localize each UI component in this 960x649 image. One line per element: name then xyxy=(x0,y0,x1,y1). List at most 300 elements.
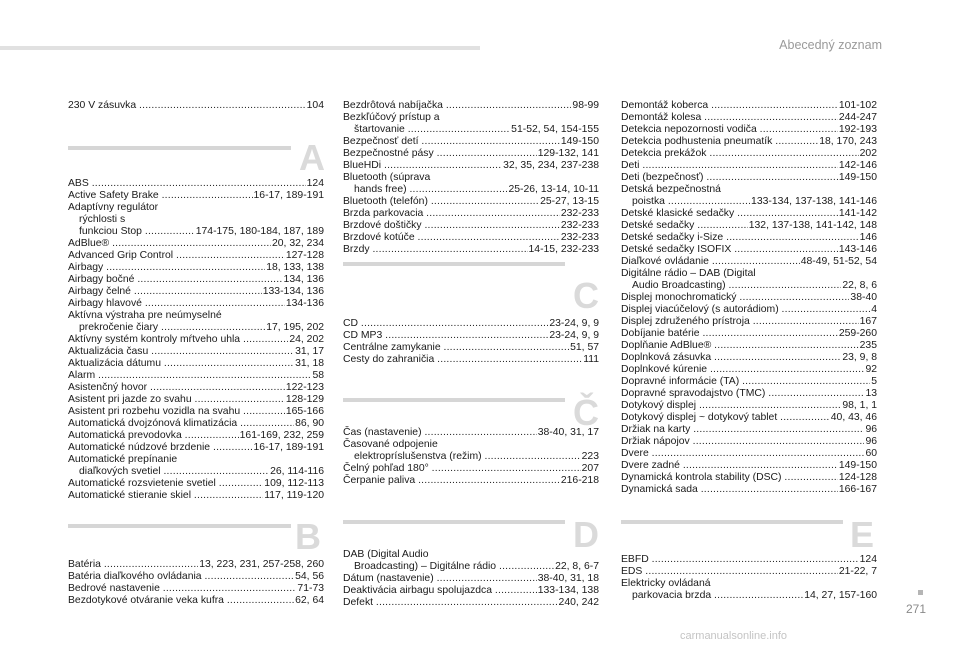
entry-pages[interactable]: 48-49, 51-52, 54 xyxy=(800,256,877,267)
entry-pages[interactable]: 98, 1, 1 xyxy=(842,400,877,411)
leader-dots xyxy=(176,250,285,262)
index-entry xyxy=(621,460,877,472)
entry-pages[interactable]: 23, 9, 8 xyxy=(842,352,877,363)
entry-term: Brzdové kotúče xyxy=(343,232,418,243)
entry-term: Deti (bezpečnosť) xyxy=(621,172,707,183)
leader-dots xyxy=(693,436,865,448)
index-entry xyxy=(343,561,599,573)
entry-term: Displej združeného prístroja xyxy=(621,316,753,327)
index-entry xyxy=(343,549,599,561)
leader-dots xyxy=(161,322,265,334)
leader-dots xyxy=(106,262,265,274)
leader-dots xyxy=(409,184,507,196)
index-entry xyxy=(68,226,324,238)
entry-term: Bezdrôtová nabíjačka xyxy=(343,100,446,111)
entry-term: Detekcia podhustenia pneumatík xyxy=(621,136,776,147)
index-entry xyxy=(68,298,324,310)
entry-pages[interactable]: 104 xyxy=(306,100,324,111)
entry-pages[interactable]: 166-167 xyxy=(838,484,877,495)
entry-pages[interactable]: 26, 114-116 xyxy=(270,466,324,477)
leader-dots xyxy=(711,100,838,112)
entry-term: Držiak nápojov xyxy=(621,436,693,447)
entry-term: Dvere zadné xyxy=(621,460,683,471)
entry-pages[interactable]: 143-146 xyxy=(838,244,877,255)
entry-term: Airbagy hlavové xyxy=(68,298,145,309)
leader-dots xyxy=(162,190,253,202)
entry-pages[interactable]: 51-52, 54, 154-155 xyxy=(511,124,599,135)
entry-term: diaľkových svetiel xyxy=(79,466,164,477)
leader-dots xyxy=(652,448,865,460)
entry-pages[interactable]: 16-17, 189-191 xyxy=(253,442,324,453)
entry-term: Detská bezpečnostná xyxy=(621,184,721,195)
index-entry xyxy=(68,214,324,226)
leader-dots xyxy=(150,382,285,394)
entry-pages[interactable]: 240, 242 xyxy=(558,597,599,608)
index-entry xyxy=(343,112,599,124)
leader-dots xyxy=(431,196,539,208)
leader-dots xyxy=(683,460,838,472)
entry-pages[interactable]: 22, 8, 6 xyxy=(842,280,877,291)
index-entry xyxy=(343,244,599,256)
entry-term: Čerpanie paliva xyxy=(343,475,419,486)
index-entry xyxy=(68,322,324,334)
index-entry xyxy=(621,400,877,412)
entry-pages[interactable]: 23-24, 9, 9 xyxy=(549,318,599,329)
index-entry xyxy=(68,583,324,595)
entry-term: Detekcia nepozornosti vodiča xyxy=(621,124,760,135)
letter-b: B xyxy=(295,516,321,557)
leader-dots xyxy=(194,490,263,502)
entry-pages[interactable]: 38-40 xyxy=(850,292,877,303)
entry-pages[interactable]: 111 xyxy=(583,354,599,365)
index-entry xyxy=(343,342,599,354)
entry-pages[interactable]: 17, 195, 202 xyxy=(266,322,324,333)
index-entry xyxy=(621,280,877,292)
entry-term: Bezpečnosť detí xyxy=(343,136,422,147)
entry-pages[interactable]: 58 xyxy=(312,370,324,381)
leader-dots xyxy=(134,286,262,298)
index-entry xyxy=(68,595,324,607)
entry-term: Asistent pri rozbehu vozidla na svahu xyxy=(68,406,244,417)
leader-dots xyxy=(424,220,559,232)
entry-term: Automatická prevodovka xyxy=(68,430,185,441)
entry-pages[interactable]: 22, 8, 6-7 xyxy=(555,561,599,572)
entry-pages[interactable]: 40, 43, 46 xyxy=(830,412,877,423)
index-entry xyxy=(621,292,877,304)
entry-pages[interactable]: 149-150 xyxy=(560,136,599,147)
entry-pages[interactable]: 124-128 xyxy=(838,472,877,483)
entry-pages[interactable]: 129-132, 141 xyxy=(537,148,599,159)
index-entry xyxy=(68,286,324,298)
entry-term: Aktualizácia dátumu xyxy=(68,358,164,369)
index-entry xyxy=(343,451,599,463)
entry-term: DAB (Digital Audio xyxy=(343,549,429,560)
index-entry xyxy=(68,100,324,112)
index-entry xyxy=(621,244,877,256)
leader-dots xyxy=(437,354,582,366)
entry-term: Broadcasting) – Digitálne rádio xyxy=(354,561,499,572)
leader-dots xyxy=(361,318,548,330)
entry-term: Doplňanie AdBlue® xyxy=(621,340,715,351)
index-entry xyxy=(68,442,324,454)
col1-b-list xyxy=(68,559,324,607)
entry-term: Aktívna výstraha pre neúmyselné xyxy=(68,310,222,321)
entry-term: Bluetooth (telefón) xyxy=(343,196,431,207)
entry-term: Držiak na karty xyxy=(621,424,694,435)
index-entry xyxy=(621,304,877,316)
entry-term: Automatické núdzové brzdenie xyxy=(68,442,213,453)
leader-dots xyxy=(163,583,297,595)
letter-d: D xyxy=(573,514,599,555)
index-entry xyxy=(621,208,877,220)
index-entry xyxy=(343,427,599,439)
entry-pages[interactable]: 207 xyxy=(581,463,599,474)
entry-term: Čas (nastavenie) xyxy=(343,427,425,438)
entry-term: Doplnkové kúrenie xyxy=(621,364,710,375)
entry-term: štartovanie xyxy=(354,124,408,135)
entry-pages[interactable]: 259-260 xyxy=(838,328,877,339)
index-entry xyxy=(343,597,599,609)
separator-d xyxy=(343,520,565,524)
entry-term: funkciou Stop xyxy=(79,226,145,237)
index-entry xyxy=(68,382,324,394)
section-title: Abecedný zoznam xyxy=(779,38,882,52)
leader-dots xyxy=(652,554,859,566)
leader-dots xyxy=(104,559,198,571)
leader-dots xyxy=(784,472,837,484)
entry-pages[interactable]: 38-40, 31, 18 xyxy=(537,573,599,584)
leader-dots xyxy=(709,148,858,160)
entry-term: Brzda parkovacia xyxy=(343,208,427,219)
entry-term: Audio Broadcasting) xyxy=(632,280,729,291)
leader-dots xyxy=(768,388,864,400)
entry-term: Asistent pri jazde zo svahu xyxy=(68,394,195,405)
entry-pages[interactable]: 16-17, 189-191 xyxy=(253,190,324,201)
leader-dots xyxy=(145,226,195,238)
entry-pages[interactable]: 232-233 xyxy=(560,220,599,231)
leader-dots xyxy=(701,484,838,496)
entry-pages[interactable]: 109, 112-113 xyxy=(264,478,324,489)
index-entry xyxy=(343,208,599,220)
entry-term: Automatické rozsvietenie svetiel xyxy=(68,478,219,489)
entry-pages[interactable]: 223 xyxy=(581,451,599,462)
leader-dots xyxy=(726,232,859,244)
index-entry xyxy=(343,439,599,451)
entry-pages[interactable]: 128-129 xyxy=(285,394,324,405)
index-entry xyxy=(621,578,877,590)
entry-pages[interactable]: 127-128 xyxy=(285,250,324,261)
entry-term: EBFD xyxy=(621,554,652,565)
entry-pages[interactable]: 149-150 xyxy=(838,460,877,471)
index-entry xyxy=(621,412,877,424)
entry-pages[interactable]: 23-24, 9, 9 xyxy=(549,330,599,341)
index-entry xyxy=(621,172,877,184)
separator-a xyxy=(68,146,291,150)
entry-pages[interactable]: 101-102 xyxy=(838,100,877,111)
leader-dots xyxy=(699,400,841,412)
index-entry xyxy=(68,571,324,583)
index-entry xyxy=(621,148,877,160)
entry-pages[interactable]: 25-26, 13-14, 10-11 xyxy=(508,184,599,195)
entry-pages[interactable]: 14, 27, 157-160 xyxy=(804,590,877,601)
col2-c-list xyxy=(343,318,599,366)
leader-dots xyxy=(385,330,548,342)
index-entry xyxy=(68,370,324,382)
index-entry xyxy=(343,148,599,160)
entry-term: BlueHDi xyxy=(343,160,384,171)
entry-pages[interactable]: 117, 119-120 xyxy=(264,490,324,501)
entry-term: Displej monochromatický xyxy=(621,292,740,303)
index-entry xyxy=(68,358,324,370)
entry-term: Automatické stieranie skiel xyxy=(68,490,194,501)
entry-term: Centrálne zamykanie xyxy=(343,342,444,353)
leader-dots xyxy=(712,256,800,268)
index-entry xyxy=(621,184,877,196)
leader-dots xyxy=(734,244,838,256)
leader-dots xyxy=(163,466,269,478)
entry-term: Deaktivácia airbagu spolujazdca xyxy=(343,585,495,596)
index-entry xyxy=(621,388,877,400)
entry-pages[interactable]: 92 xyxy=(865,364,877,375)
index-entry xyxy=(68,466,324,478)
separator-c xyxy=(343,262,565,266)
index-entry xyxy=(68,346,324,358)
entry-term: EDS xyxy=(621,566,646,577)
watermark: carmanualsonline.info xyxy=(680,630,788,642)
entry-term: AdBlue® xyxy=(68,238,113,249)
entry-pages[interactable]: 142-146 xyxy=(838,160,877,171)
entry-pages[interactable]: 98-99 xyxy=(572,100,599,111)
index-entry xyxy=(621,256,877,268)
index-entry xyxy=(621,472,877,484)
index-entry xyxy=(343,136,599,148)
leader-dots xyxy=(418,232,560,244)
leader-dots xyxy=(432,463,581,475)
index-entry xyxy=(621,554,877,566)
entry-term: Elektricky ovládaná xyxy=(621,578,711,589)
entry-pages[interactable]: 54, 56 xyxy=(295,571,324,582)
index-entry xyxy=(621,316,877,328)
entry-pages[interactable]: 244-247 xyxy=(838,112,877,123)
entry-term: Aktualizácia času xyxy=(68,346,152,357)
entry-pages[interactable]: 122-123 xyxy=(285,382,324,393)
entry-pages[interactable]: 31, 17 xyxy=(295,346,324,357)
leader-dots xyxy=(780,412,830,424)
index-entry xyxy=(621,268,877,280)
entry-pages[interactable]: 167 xyxy=(859,316,877,327)
entry-pages[interactable]: 202 xyxy=(859,148,877,159)
leader-dots xyxy=(753,316,859,328)
leader-dots xyxy=(760,124,838,136)
leader-dots xyxy=(243,406,285,418)
entry-pages[interactable]: 134, 136 xyxy=(283,274,324,285)
separator-e xyxy=(621,520,843,524)
header-rule xyxy=(0,46,480,50)
leader-dots xyxy=(219,478,264,490)
index-entry xyxy=(343,585,599,597)
entry-pages[interactable]: 232-233 xyxy=(560,208,599,219)
index-entry xyxy=(621,328,877,340)
entry-pages[interactable]: 161-169, 232, 259 xyxy=(239,430,324,441)
leader-dots xyxy=(737,208,838,220)
index-entry xyxy=(621,448,877,460)
separator-cc xyxy=(343,398,565,402)
leader-dots xyxy=(164,358,294,370)
leader-dots xyxy=(437,148,537,160)
index-entry xyxy=(343,196,599,208)
entry-term: Bezdotykové otváranie veka kufra xyxy=(68,595,227,606)
entry-term: Advanced Grip Control xyxy=(68,250,177,261)
entry-pages[interactable]: 14-15, 232-233 xyxy=(528,244,599,255)
entry-pages[interactable]: 134-136 xyxy=(285,298,324,309)
entry-pages[interactable]: 96 xyxy=(865,424,877,435)
entry-term: Brzdové doštičky xyxy=(343,220,425,231)
entry-pages[interactable]: 133-134, 137-138, 141-146 xyxy=(751,196,877,207)
entry-pages[interactable]: 86, 90 xyxy=(295,418,324,429)
entry-pages[interactable]: 149-150 xyxy=(838,172,877,183)
index-entry xyxy=(68,418,324,430)
index-entry xyxy=(343,463,599,475)
entry-term: Demontáž kolesa xyxy=(621,112,705,123)
leader-dots xyxy=(642,160,837,172)
index-entry xyxy=(68,274,324,286)
col3-e-list xyxy=(621,554,877,602)
entry-term: Airbagy bočné xyxy=(68,274,138,285)
entry-pages[interactable]: 133-134, 138 xyxy=(537,585,599,596)
entry-term: Batéria diaľkového ovládania xyxy=(68,571,205,582)
leader-dots xyxy=(446,100,572,112)
leader-dots xyxy=(697,220,748,232)
entry-term: elektropríslušenstva (režim) xyxy=(354,451,485,462)
leader-dots xyxy=(485,451,581,463)
entry-pages[interactable]: 4 xyxy=(871,304,877,315)
entry-pages[interactable]: 174-175, 180-184, 187, 189 xyxy=(195,226,324,237)
leader-dots xyxy=(421,136,559,148)
entry-pages[interactable]: 51, 57 xyxy=(570,342,599,353)
entry-term: Detekcia prekážok xyxy=(621,148,710,159)
index-entry xyxy=(343,330,599,342)
entry-term: Deti xyxy=(621,160,643,171)
index-entry xyxy=(68,490,324,502)
entry-pages[interactable]: 5 xyxy=(871,376,877,387)
col2-d-list xyxy=(343,549,599,609)
index-entry xyxy=(68,478,324,490)
index-entry xyxy=(343,124,599,136)
index-entry xyxy=(621,376,877,388)
separator-b xyxy=(68,524,291,528)
leader-dots xyxy=(714,352,841,364)
entry-term: Batéria xyxy=(68,559,104,570)
leader-dots xyxy=(376,597,558,609)
entry-pages[interactable]: 232-233 xyxy=(560,232,599,243)
entry-pages[interactable]: 62, 64 xyxy=(295,595,324,606)
entry-pages[interactable]: 141-142 xyxy=(838,208,877,219)
entry-pages[interactable]: 132, 137-138, 141-142, 148 xyxy=(748,220,877,231)
entry-pages[interactable]: 21-22, 7 xyxy=(838,566,877,577)
page-marker xyxy=(918,590,923,595)
leader-dots xyxy=(112,238,271,250)
entry-term: Dynamická kontrola stability (DSC) xyxy=(621,472,785,483)
leader-dots xyxy=(706,172,838,184)
leader-dots xyxy=(444,342,570,354)
entry-term: Dotykový displej xyxy=(621,400,699,411)
entry-pages[interactable]: 124 xyxy=(859,554,877,565)
entry-pages[interactable]: 60 xyxy=(865,448,877,459)
entry-term: Časované odpojenie xyxy=(343,439,438,450)
entry-pages[interactable]: 13, 223, 231, 257-258, 260 xyxy=(199,559,324,570)
index-entry xyxy=(621,364,877,376)
index-entry xyxy=(621,100,877,112)
index-entry xyxy=(621,160,877,172)
entry-pages[interactable]: 18, 133, 138 xyxy=(266,262,324,273)
entry-pages[interactable]: 235 xyxy=(859,340,877,351)
leader-dots xyxy=(775,136,818,148)
leader-dots xyxy=(372,244,527,256)
page-number: 271 xyxy=(906,602,927,616)
entry-pages[interactable]: 71-73 xyxy=(297,583,324,594)
leader-dots xyxy=(227,595,294,607)
index-entry xyxy=(68,262,324,274)
entry-pages[interactable]: 124 xyxy=(306,178,324,189)
entry-pages[interactable]: 18, 170, 243 xyxy=(819,136,877,147)
col2-cc-list xyxy=(343,427,599,487)
entry-pages[interactable]: 25-27, 13-15 xyxy=(540,196,599,207)
entry-term: Dotykový displej ~ dotykový tablet xyxy=(621,412,781,423)
index-entry xyxy=(343,475,599,487)
col1-top-list xyxy=(68,100,324,112)
entry-pages[interactable]: 96 xyxy=(865,436,877,447)
col2-b-list xyxy=(343,100,599,256)
entry-pages[interactable]: 13 xyxy=(865,388,877,399)
index-entry xyxy=(343,160,599,172)
entry-term: CD xyxy=(343,318,361,329)
leader-dots xyxy=(240,418,294,430)
leader-dots xyxy=(145,298,285,310)
leader-dots xyxy=(92,178,306,190)
entry-term: ABS xyxy=(68,178,92,189)
entry-pages[interactable]: 20, 32, 234 xyxy=(272,238,324,249)
leader-dots xyxy=(782,304,871,316)
index-entry xyxy=(621,220,877,232)
entry-term: Detské sedačky ISOFIX xyxy=(621,244,735,255)
entry-pages[interactable]: 31, 18 xyxy=(295,358,324,369)
index-entry xyxy=(343,573,599,585)
leader-dots xyxy=(384,160,502,172)
entry-pages[interactable]: 216-218 xyxy=(560,475,599,486)
leader-dots xyxy=(739,292,849,304)
index-entry xyxy=(68,178,324,190)
entry-pages[interactable]: 32, 35, 234, 237-238 xyxy=(503,160,599,171)
letter-a: A xyxy=(299,137,325,178)
entry-term: Airbagy xyxy=(68,262,107,273)
leader-dots xyxy=(424,427,536,439)
entry-pages[interactable]: 38-40, 31, 17 xyxy=(537,427,599,438)
entry-pages[interactable]: 24, 202 xyxy=(289,334,324,345)
index-entry xyxy=(621,436,877,448)
index-entry xyxy=(343,318,599,330)
entry-term: Doplnková zásuvka xyxy=(621,352,714,363)
index-entry xyxy=(621,590,877,602)
entry-pages[interactable]: 146 xyxy=(859,232,877,243)
entry-pages[interactable]: 133-134, 136 xyxy=(262,286,324,297)
entry-pages[interactable]: 192-193 xyxy=(838,124,877,135)
leader-dots xyxy=(714,590,803,602)
leader-dots xyxy=(137,274,282,286)
entry-pages[interactable]: 165-166 xyxy=(285,406,324,417)
leader-dots xyxy=(704,112,838,124)
index-entry xyxy=(68,310,324,322)
leader-dots xyxy=(408,124,510,136)
